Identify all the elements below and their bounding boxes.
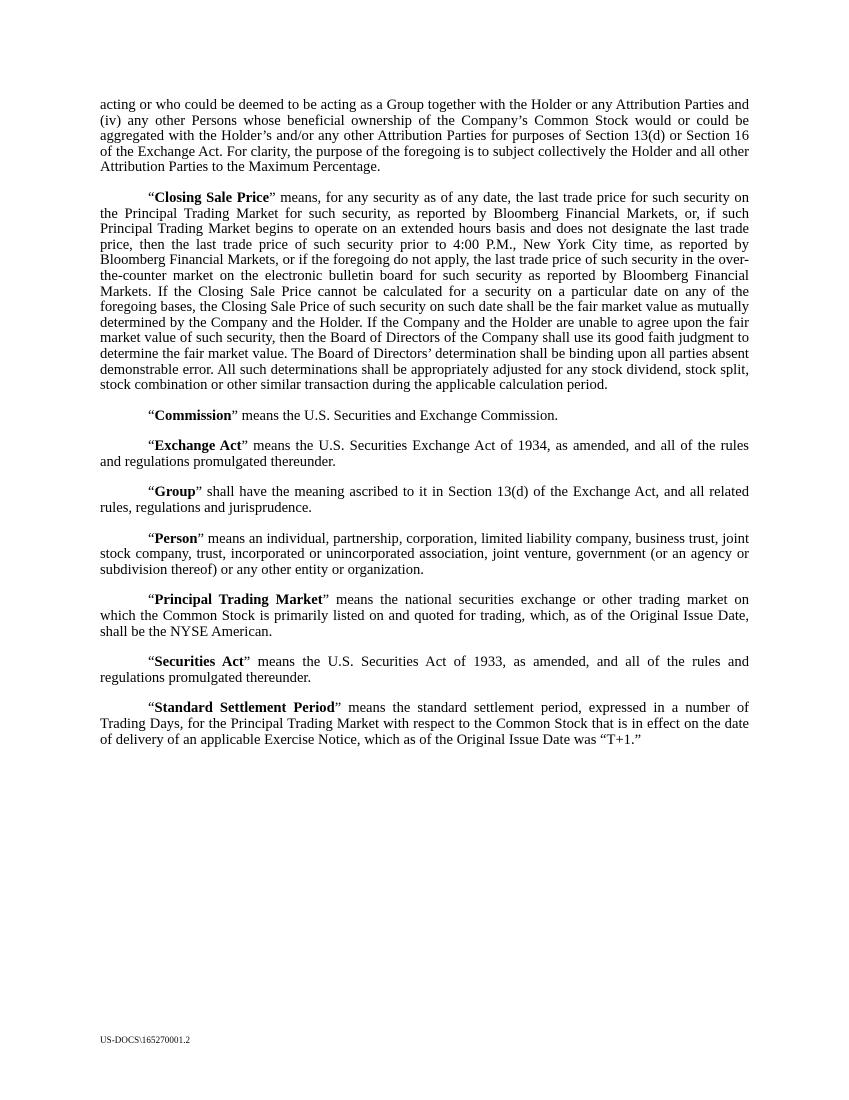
definition-group xyxy=(100,485,749,516)
definition-text: means the U.S. Securities Act of 1933, as amended, and all of the rules and regulations promulgated thereunder. xyxy=(100,654,749,686)
defined-term: Closing Sale Price xyxy=(154,189,270,206)
document-page xyxy=(100,98,749,763)
definition-text: shall have the meaning ascribed to it in Section 13(d) of the Exchange Act, and all related rules, regulations and jurisprudence. xyxy=(100,484,749,517)
close-quote: ” xyxy=(241,438,248,455)
defined-term: Person xyxy=(154,530,198,547)
definition-text: means an individual, partnership, corporation, limited liability company, business trust, joint stock company, trust, incorporated or unincorporated association, joint venture, government (or an agency or subdivision thereof) or any other entity or organization. xyxy=(100,530,749,578)
close-quote: ” xyxy=(322,592,330,609)
defined-term: Commission xyxy=(154,407,232,424)
defined-term: Standard Settlement Period xyxy=(154,700,335,717)
defined-term: Principal Trading Market xyxy=(154,592,323,609)
definition-principal-trading-market xyxy=(100,593,749,640)
close-quote: ” xyxy=(195,484,203,501)
open-quote: “ xyxy=(148,484,155,501)
open-quote: “ xyxy=(148,438,155,455)
open-quote: “ xyxy=(148,654,155,671)
defined-term: Exchange Act xyxy=(154,438,242,455)
close-quote: ” xyxy=(231,407,238,424)
close-quote: ” xyxy=(269,189,276,206)
definition-exchange-act xyxy=(100,439,749,470)
definition-text: means the U.S. Securities and Exchange Commission. xyxy=(238,407,559,424)
intro-paragraph: acting or who could be deemed to be acting as a Group together with the Holder or any Attribution Parties and (iv) any other Persons whose beneficial ownership of the Company’s Common Stock would or could be aggregated with the Holder’s and/or any other Attribution Parties for purposes of Section 13(d) or Section 16 of the Exchange Act. For clarity, the purpose of the foregoing is to subject collectively the Holder and all other Attribution Parties to the Maximum Percentage. xyxy=(100,97,749,176)
definition-text: means, for any security as of any date, the last trade price for such security on the Principal Trading Market for such security, as reported by Bloomberg Financial Markets, or, if such Principal Trading Market begins to operate on an extended hours basis and does not designate the last trade price, then the last trade price of such security prior to 4:00 P.M., New York City time, as reported by Bloomberg Financial Markets, or if the foregoing do not apply, the last trade price of such security in the over-the-counter market on the electronic bulletin board for such security as reported by Bloomberg Financial Markets. If the Closing Sale Price cannot be calculated for a security on a particular date on any of the foregoing bases, the Closing Sale Price of such security on such date shall be the fair market value as mutually determined by the Company and the Holder. If the Company and the Holder are unable to agree upon the fair market value of such security, then the Board of Directors of the Company shall use its good faith judgment to determine the fair market value. The Board of Directors’ determination shall be binding upon all parties absent demonstrable error. All such determinations shall be appropriately adjusted for any stock dividend, stock split, stock combination or other similar transaction during the applicable calculation period. xyxy=(100,189,749,394)
open-quote: “ xyxy=(148,189,155,206)
definition-person xyxy=(100,532,749,579)
definition-securities-act xyxy=(100,655,749,686)
definition-standard-settlement-period xyxy=(100,701,749,748)
open-quote: “ xyxy=(148,592,155,609)
open-quote: “ xyxy=(148,530,155,547)
defined-term: Securities Act xyxy=(154,654,244,671)
definition-text: means the national securities exchange or other trading market on which the Common Stock is primarily listed on and quoted for trading, which, as of the Original Issue Date, shall be the NYSE American. xyxy=(100,592,749,640)
definition-text: means the standard settlement period, expressed in a number of Trading Days, for the Principal Trading Market with respect to the Common Stock that is in effect on the date of delivery of an applicable Exercise Notice, which as of the Original Issue Date was “T+1.” xyxy=(100,700,749,748)
definition-closing-sale-price xyxy=(100,191,749,394)
definition-commission xyxy=(100,409,749,425)
close-quote: ” xyxy=(197,530,204,547)
close-quote: ” xyxy=(243,654,251,671)
document-footer-id: US-DOCS\165270001.2 xyxy=(100,1035,191,1045)
open-quote: “ xyxy=(148,700,155,717)
definition-text: means the U.S. Securities Exchange Act of 1934, as amended, and all of the rules and regulations promulgated thereunder. xyxy=(100,438,749,470)
close-quote: ” xyxy=(334,700,342,717)
defined-term: Group xyxy=(154,484,196,501)
open-quote: “ xyxy=(148,407,155,424)
